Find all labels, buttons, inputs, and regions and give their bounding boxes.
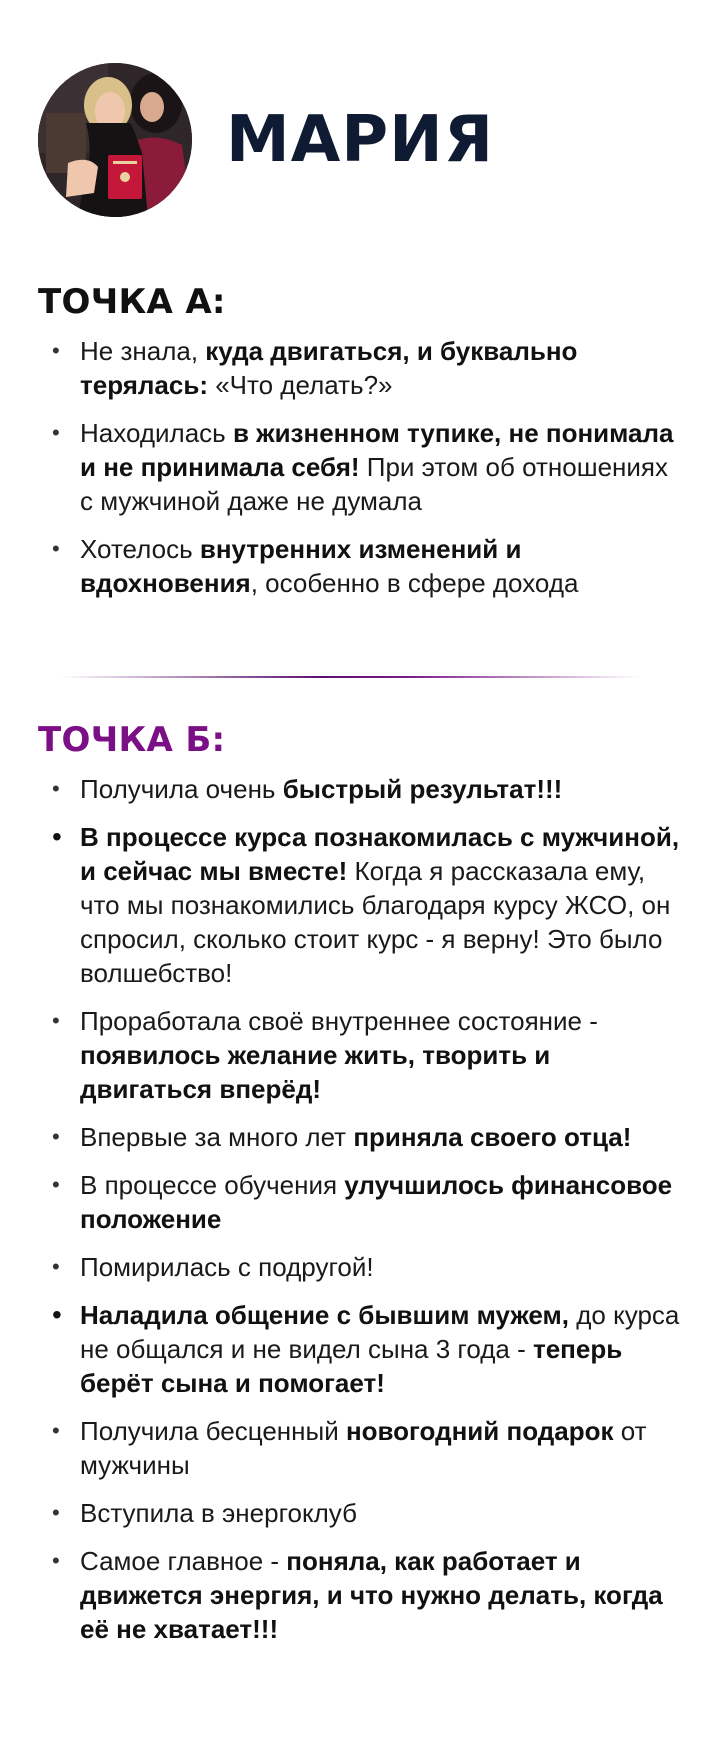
list-item: • Наладила общение с бывшим мужем, до курса не общался и не видел сына 3 года - теперь берёт сына и помогает!: [38, 1298, 688, 1400]
list-item: • Впервые за много лет приняла своего отца!: [38, 1120, 688, 1154]
list-item: • Получила бесценный новогодний подарок от мужчины: [38, 1414, 688, 1482]
section-divider: [60, 676, 640, 678]
point-a-list: [38, 334, 688, 600]
point-b-list: [38, 772, 688, 1646]
point-b-section: [38, 718, 688, 1660]
point-b-title: ТОЧКА Б:: [38, 720, 226, 760]
profile-header: [38, 62, 494, 218]
list-item: • В процессе курса познакомилась с мужчиной, и сейчас мы вместе! Когда я рассказала ему, что мы познакомились благодаря курсу ЖСО, он спросил, сколько стоит курс - я верну! Это было волшебство!: [38, 820, 688, 990]
list-item: • Вступила в энергоклуб: [38, 1496, 688, 1530]
point-a-section: [38, 280, 688, 614]
list-item: • Не знала, куда двигаться, и буквально терялась: «Что делать?»: [38, 334, 688, 402]
list-item: • Получила очень быстрый результат!!!: [38, 772, 688, 806]
person-name: МАРИЯ: [226, 103, 494, 177]
avatar: [38, 63, 192, 217]
list-item: • Самое главное - поняла, как работает и движется энергия, и что нужно делать, когда её не хватает!!!: [38, 1544, 688, 1646]
list-item: • Помирилась с подругой!: [38, 1250, 688, 1284]
list-item: • Хотелось внутренних изменений и вдохновения, особенно в сфере дохода: [38, 532, 688, 600]
list-item: • В процессе обучения улучшилось финансовое положение: [38, 1168, 688, 1236]
person-photo-icon: [38, 63, 192, 217]
point-a-title: ТОЧКА А:: [38, 282, 226, 322]
list-item: • Проработала своё внутреннее состояние - появилось желание жить, творить и двигаться вперёд!: [38, 1004, 688, 1106]
list-item: • Находилась в жизненном тупике, не понимала и не принимала себя! При этом об отношениях с мужчиной даже не думала: [38, 416, 688, 518]
